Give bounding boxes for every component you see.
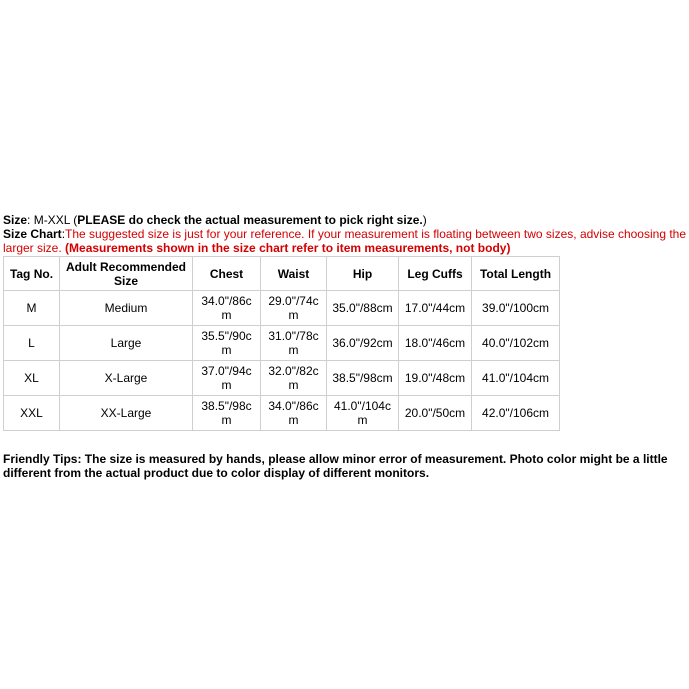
size-chart-label: Size Chart bbox=[3, 227, 62, 241]
cell-waist: 34.0"/86cm bbox=[261, 396, 327, 431]
table-row bbox=[4, 396, 560, 431]
cell-hip: 36.0"/92cm bbox=[327, 326, 399, 361]
size-close: ) bbox=[422, 213, 427, 227]
cell-chest: 38.5"/98cm bbox=[193, 396, 261, 431]
cell-tag: XXL bbox=[4, 396, 60, 431]
table-row bbox=[4, 291, 560, 326]
cell-total-length: 39.0"/100cm bbox=[472, 291, 560, 326]
size-table bbox=[3, 256, 560, 431]
cell-total-length: 40.0"/102cm bbox=[472, 326, 560, 361]
cell-tag: XL bbox=[4, 361, 60, 396]
cell-hip: 35.0"/88cm bbox=[327, 291, 399, 326]
size-chart-sep: : bbox=[61, 227, 66, 241]
size-chart-text: The suggested size is just for your reference. If your measurement is floating between two sizes, advise choosing the larger size. bbox=[3, 227, 687, 255]
cell-hip: 38.5"/98cm bbox=[327, 361, 399, 396]
cell-adult-size: Large bbox=[60, 326, 193, 361]
cell-adult-size: X-Large bbox=[60, 361, 193, 396]
table-row bbox=[4, 361, 560, 396]
size-chart-line bbox=[3, 227, 687, 255]
cell-tag: M bbox=[4, 291, 60, 326]
header-waist: Waist bbox=[261, 257, 327, 291]
cell-adult-size: Medium bbox=[60, 291, 193, 326]
size-sep: : bbox=[27, 213, 31, 227]
size-note: PLEASE do check the actual measurement to pick right size. bbox=[77, 213, 423, 227]
header-adult-size: Adult Recommended Size bbox=[60, 257, 193, 291]
header-hip: Hip bbox=[327, 257, 399, 291]
cell-adult-size: XX-Large bbox=[60, 396, 193, 431]
cell-leg-cuffs: 18.0"/46cm bbox=[399, 326, 472, 361]
size-label: Size bbox=[3, 213, 28, 227]
header-tag-no: Tag No. bbox=[4, 257, 60, 291]
cell-chest: 34.0"/86cm bbox=[193, 291, 261, 326]
size-chart-note: (Measurements shown in the size chart refer to item measurements, not body) bbox=[61, 241, 511, 255]
cell-leg-cuffs: 20.0"/50cm bbox=[399, 396, 472, 431]
cell-waist: 32.0"/82cm bbox=[261, 361, 327, 396]
cell-waist: 31.0"/78cm bbox=[261, 326, 327, 361]
size-value: M-XXL ( bbox=[30, 213, 78, 227]
header-leg-cuffs: Leg Cuffs bbox=[399, 257, 472, 291]
cell-hip: 41.0"/104cm bbox=[327, 396, 399, 431]
table-header-row bbox=[4, 257, 560, 291]
cell-tag: L bbox=[4, 326, 60, 361]
size-intro bbox=[3, 213, 687, 255]
cell-leg-cuffs: 19.0"/48cm bbox=[399, 361, 472, 396]
cell-total-length: 42.0"/106cm bbox=[472, 396, 560, 431]
header-total-length: Total Length bbox=[472, 257, 560, 291]
header-chest: Chest bbox=[193, 257, 261, 291]
cell-leg-cuffs: 17.0"/44cm bbox=[399, 291, 472, 326]
cell-total-length: 41.0"/104cm bbox=[472, 361, 560, 396]
cell-chest: 37.0"/94cm bbox=[193, 361, 261, 396]
cell-waist: 29.0"/74cm bbox=[261, 291, 327, 326]
table-row bbox=[4, 326, 560, 361]
friendly-tips: Friendly Tips: The size is measured by hands, please allow minor error of measurement. Photo color might be a little different from the actual product due to color display of different monitors. bbox=[3, 452, 668, 480]
cell-chest: 35.5"/90cm bbox=[193, 326, 261, 361]
size-line bbox=[3, 213, 687, 227]
